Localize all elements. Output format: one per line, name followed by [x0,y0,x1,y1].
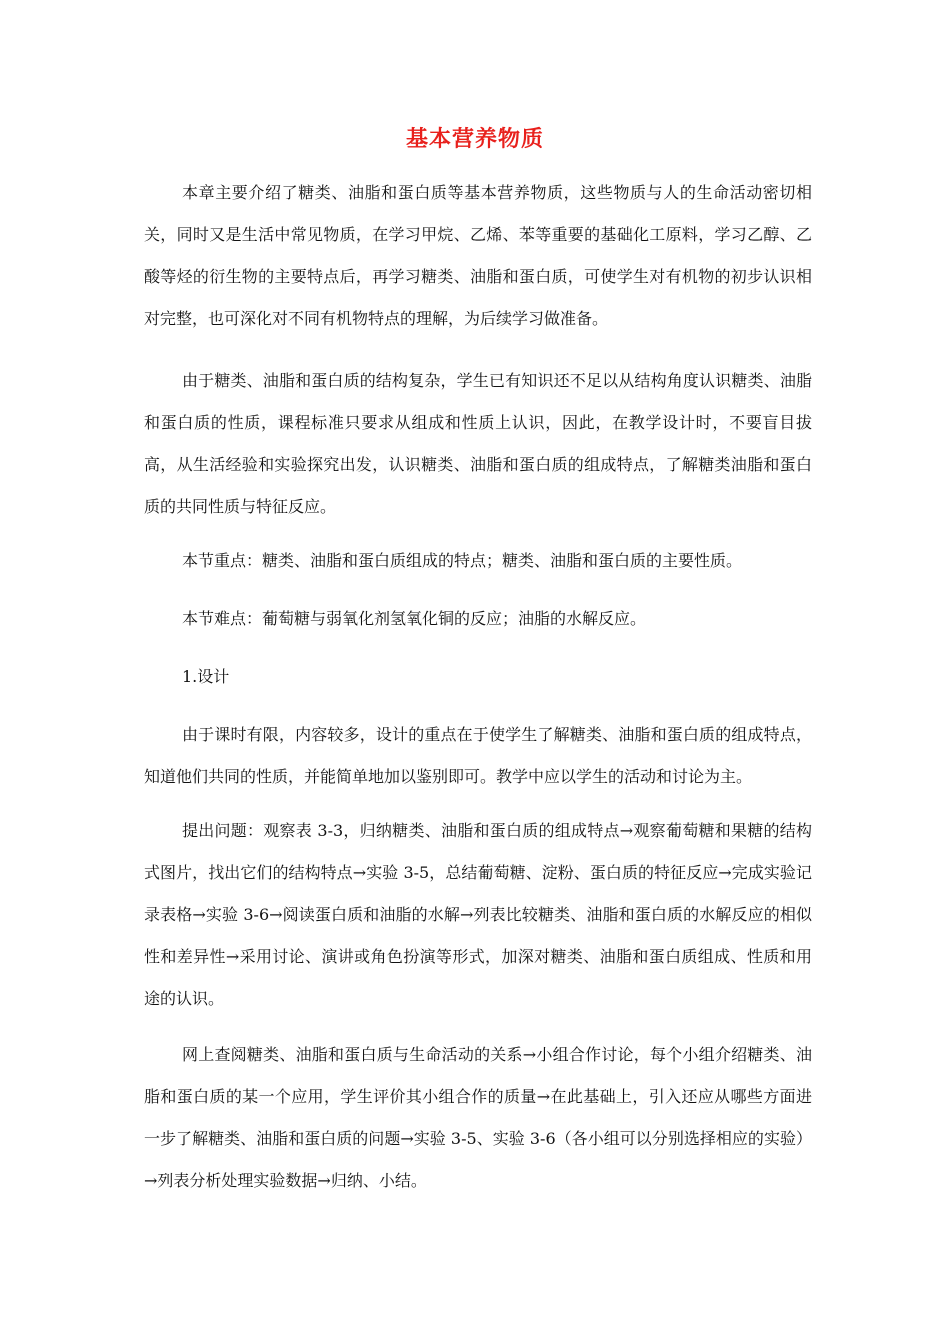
paragraph-key-points: 本节重点：糖类、油脂和蛋白质组成的特点；糖类、油脂和蛋白质的主要性质。 [182,551,743,570]
paragraph-online-research: 网上查阅糖类、油脂和蛋白质与生命活动的关系→小组合作讨论，每个小组介绍糖类、油脂和蛋白质的某一个应用，学生评价其小组合作的质量→在此基础上，引入还应从哪些方面进一步了解糖类、油脂和蛋白质的问题→实验 3-5、实验 3-6（各小组可以分别选择相应的实验）→列表分析处理实验数据→归纳、小结。 [144,1045,812,1190]
paragraph-intro: 本章主要介绍了糖类、油脂和蛋白质等基本营养物质，这些物质与人的生命活动密切相关，同时又是生活中常见物质，在学习甲烷、乙烯、苯等重要的基础化工原料，学习乙醇、乙酸等烃的衍生物的主要特点后，再学习糖类、油脂和蛋白质，可使学生对有机物的初步认识相对完整，也可深化对不同有机物特点的理解，为后续学习做准备。 [144,183,812,328]
paragraph-questions: 提出问题：观察表 3-3，归纳糖类、油脂和蛋白质的组成特点→观察葡萄糖和果糖的结构式图片，找出它们的结构特点→实验 3-5，总结葡萄糖、淀粉、蛋白质的特征反应→完成实验记录表格→实验 3-6→阅读蛋白质和油脂的水解→列表比较糖类、油脂和蛋白质的水解反应的相似性和差异性→采用讨论、演讲或角色扮演等形式，加深对糖类、油脂和蛋白质组成、性质和用途的认识。 [144,821,812,1008]
section-heading-design: 1.设计 [182,667,230,686]
paragraph-difficulties: 本节难点：葡萄糖与弱氧化剂氢氧化铜的反应；油脂的水解反应。 [182,609,647,628]
document-title: 基本营养物质 [405,127,544,152]
paragraph-design-focus: 由于课时有限，内容较多，设计的重点在于使学生了解糖类、油脂和蛋白质的组成特点，知道他们共同的性质，并能简单地加以鉴别即可。教学中应以学生的活动和讨论为主。 [144,725,812,786]
paragraph-structure: 由于糖类、油脂和蛋白质的结构复杂，学生已有知识还不足以从结构角度认识糖类、油脂和蛋白质的性质，课程标准只要求从组成和性质上认识，因此，在教学设计时，不要盲目拔高，从生活经验和实验探究出发，认识糖类、油脂和蛋白质的组成特点，了解糖类油脂和蛋白质的共同性质与特征反应。 [144,371,812,516]
